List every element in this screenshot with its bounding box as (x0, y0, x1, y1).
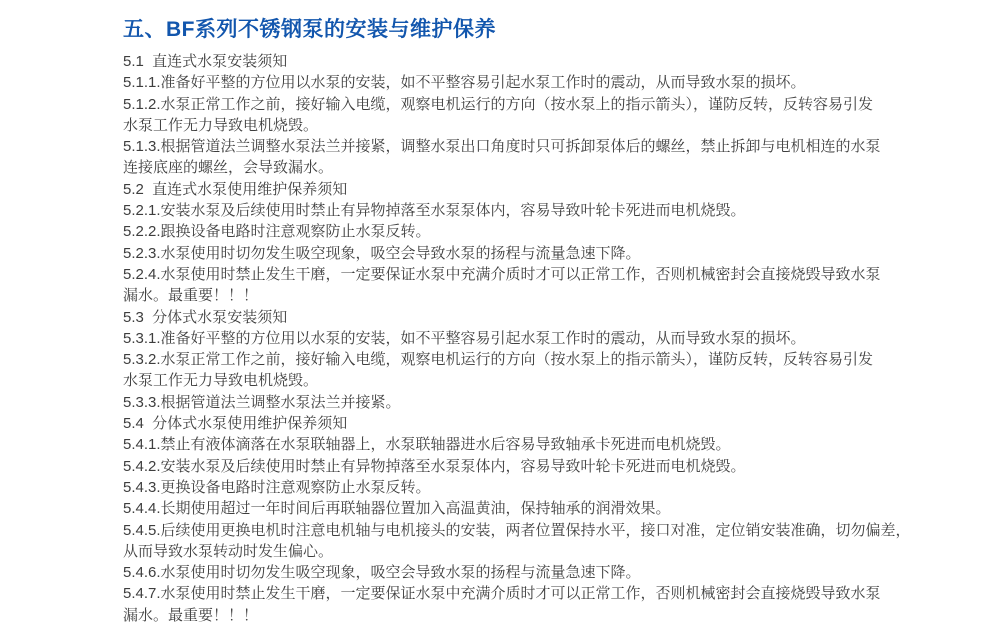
text-line: 5.4.5.后续使用更换电机时注意电机轴与电机接头的安装，两者位置保持水平，接口对准，定位销安装准确，切勿偏差， (123, 521, 911, 539)
text-line: 5.4.1.禁止有液体滴落在水泵联轴器上，水泵联轴器进水后容易导致轴承卡死进而电机烧毁。 (123, 436, 731, 454)
text-line: 5.4.3.更换设备电路时注意观察防止水泵反转。 (123, 478, 431, 496)
text-line: 5.3.1.准备好平整的方位用以水泵的安装，如不平整容易引起水泵工作时的震动，从而导致水泵的损坏。 (123, 329, 806, 347)
text-line: 5.2.3.水泵使用时切勿发生吸空现象，吸空会导致水泵的扬程与流量急速下降。 (123, 244, 641, 262)
text-line: 水泵工作无力导致电机烧毁。 (123, 116, 319, 134)
text-line: 5.1.3.根据管道法兰调整水泵法兰并接紧，调整水泵出口角度时只可拆卸泵体后的螺丝，禁止拆卸与电机相连的水泵 (123, 138, 881, 156)
text-line: 5.1.2.水泵正常工作之前，接好输入电缆，观察电机运行的方向（按水泵上的指示箭头），谨防反转，反转容易引发 (123, 95, 874, 113)
text-line: 5.4.6.水泵使用时切勿发生吸空现象，吸空会导致水泵的扬程与流量急速下降。 (123, 564, 641, 582)
text-line: 5.4.4.长期使用超过一年时间后再联轴器位置加入高温黄油，保持轴承的润滑效果。 (123, 500, 671, 518)
text-line: 5.2.1.安装水泵及后续使用时禁止有异物掉落至水泵泵体内，容易导致叶轮卡死进而电机烧毁。 (123, 202, 746, 220)
text-line-heading-5-2: 5.2 直连式水泵使用维护保养须知 (123, 180, 348, 198)
text-line: 5.2.2.跟换设备电路时注意观察防止水泵反转。 (123, 223, 431, 241)
text-line: 5.3.2.水泵正常工作之前，接好输入电缆，观察电机运行的方向（按水泵上的指示箭头），谨防反转，反转容易引发 (123, 351, 874, 369)
text-line: 漏水。最重要！！！ (123, 287, 259, 305)
manual-content (123, 17, 923, 626)
text-line: 5.2.4.水泵使用时禁止发生干磨，一定要保证水泵中充满介质时才可以正常工作，否则机械密封会直接烧毁导致水泵 (123, 265, 881, 283)
text-line-heading-5-4: 5.4 分体式水泵使用维护保养须知 (123, 415, 348, 433)
text-line-heading-5-1: 5.1 直连式水泵安装须知 (123, 53, 288, 70)
text-line: 5.4.7.水泵使用时禁止发生干磨，一定要保证水泵中充满介质时才可以正常工作，否则机械密封会直接烧毁导致水泵 (123, 585, 881, 603)
section-title: 五、BF系列不锈钢泵的安装与维护保养 (123, 18, 496, 41)
text-line: 从而导致水泵转动时发生偏心。 (123, 542, 334, 560)
text-line-heading-5-3: 5.3 分体式水泵安装须知 (123, 308, 288, 326)
text-line: 5.1.1.准备好平整的方位用以水泵的安装，如不平整容易引起水泵工作时的震动，从而导致水泵的损坏。 (123, 74, 806, 92)
text-line: 5.3.3.根据管道法兰调整水泵法兰并接紧。 (123, 393, 401, 411)
text-line: 水泵工作无力导致电机烧毁。 (123, 372, 319, 390)
manual-text-block (123, 51, 923, 626)
text-line: 5.4.2.安装水泵及后续使用时禁止有异物掉落至水泵泵体内，容易导致叶轮卡死进而电机烧毁。 (123, 457, 746, 475)
text-line: 连接底座的螺丝，会导致漏水。 (123, 159, 334, 177)
text-line: 漏水。最重要！！！ (123, 606, 259, 624)
